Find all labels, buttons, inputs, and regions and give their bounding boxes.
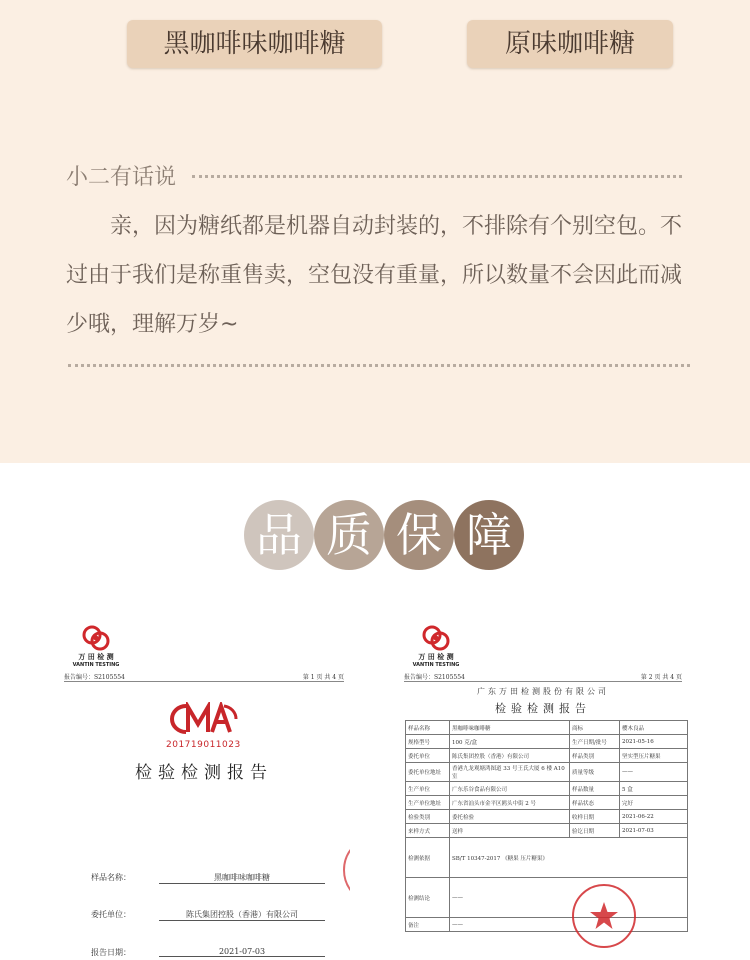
report-number-line [404, 672, 682, 681]
logo-en-text: VANTIN TESTING [412, 662, 460, 668]
table-row: 来样方式 送样 验讫日期 2021-07-03 [406, 824, 688, 838]
field-sample-name: 样品名称： 黑咖啡味咖啡糖 [91, 872, 341, 883]
table-row: 委托单位 陈氏集团控股（香港）有限公司 样品类别 坚实型压片糖果 [406, 749, 688, 763]
table-row: 备注 —— [406, 918, 688, 932]
page-number: 第 1 页 共 4 页 [302, 674, 344, 681]
cma-mark [166, 702, 241, 750]
flavor-button-black-coffee[interactable]: 黑咖啡味咖啡糖 [127, 20, 382, 68]
table-row: 规格型号 100 克/盒 生产日期/批号 2021-05-16 [406, 735, 688, 749]
logo-en-text: VANTIN TESTING [72, 662, 120, 668]
table-row: 委托单位地址 香港九龙观塘鸿图道 33 号王氏大厦 6 楼 A10 室 质量等级 —— [406, 763, 688, 782]
logo-cn-text: 万 田 检 测 [78, 653, 114, 661]
table-row: 检测依据 SB/T 10347-2017 《糖果 压片糖果》 [406, 838, 688, 878]
table-row: 检测结论 —— [406, 878, 688, 918]
cma-logo-icon [166, 702, 238, 736]
dotted-divider [68, 364, 690, 367]
notice-section [0, 0, 750, 463]
vantin-logo [66, 624, 126, 668]
report-number-line [64, 672, 344, 681]
table-row: 检验类别 委托检验 收样日期 2021-06-22 [406, 810, 688, 824]
vantin-logo [406, 624, 466, 668]
header-rule [404, 681, 682, 682]
cma-number: 201719011023 [166, 740, 241, 750]
dotted-divider [192, 175, 682, 178]
report-detail-image[interactable] [398, 620, 688, 960]
report-title: 检验检测报告 [135, 763, 273, 783]
field-report-date: 报告日期： 2021-07-03 [91, 947, 341, 958]
report-table [405, 720, 688, 932]
report-cover-image[interactable] [58, 620, 350, 960]
company-seal-icon [570, 882, 638, 950]
note-body: 亲，因为糖纸都是机器自动封装的，不排除有个别空包。不过由于我们是称重售卖，空包没有重量，所以数量不会因此而减少哦，理解万岁~ [66, 214, 683, 337]
quality-heading [244, 500, 524, 570]
page-number: 第 2 页 共 4 页 [640, 674, 682, 681]
quality-char: 障 [454, 500, 524, 570]
note-title: 小二有话说 [66, 165, 177, 190]
quality-char: 保 [384, 500, 454, 570]
flavor-button-original[interactable]: 原味咖啡糖 [467, 20, 673, 68]
report-number: 报告编号：S2105554 [64, 674, 125, 681]
table-row: 样品名称 黑咖啡味咖啡糖 商标 樱木良品 [406, 721, 688, 735]
vantin-logo-icon [79, 624, 113, 652]
logo-cn-text: 万 田 检 测 [418, 653, 454, 661]
quality-char: 品 [244, 500, 314, 570]
table-row: 生产单位地址 广东省汕头市金平区鸥头中街 2 号 样品状态 完好 [406, 796, 688, 810]
report-number: 报告编号：S2105554 [404, 674, 465, 681]
header-rule [64, 681, 344, 682]
table-row: 生产单位 广东乐谷食品有限公司 样品数量 5 盒 [406, 782, 688, 796]
partial-stamp-icon [336, 830, 350, 910]
quality-char: 质 [314, 500, 384, 570]
company-name: 广东万田检测股份有限公司 [477, 687, 609, 696]
report-title: 检验检测报告 [495, 702, 591, 715]
field-client: 委托单位： 陈氏集团控股（香港）有限公司 [91, 909, 341, 920]
vantin-logo-icon [419, 624, 453, 652]
